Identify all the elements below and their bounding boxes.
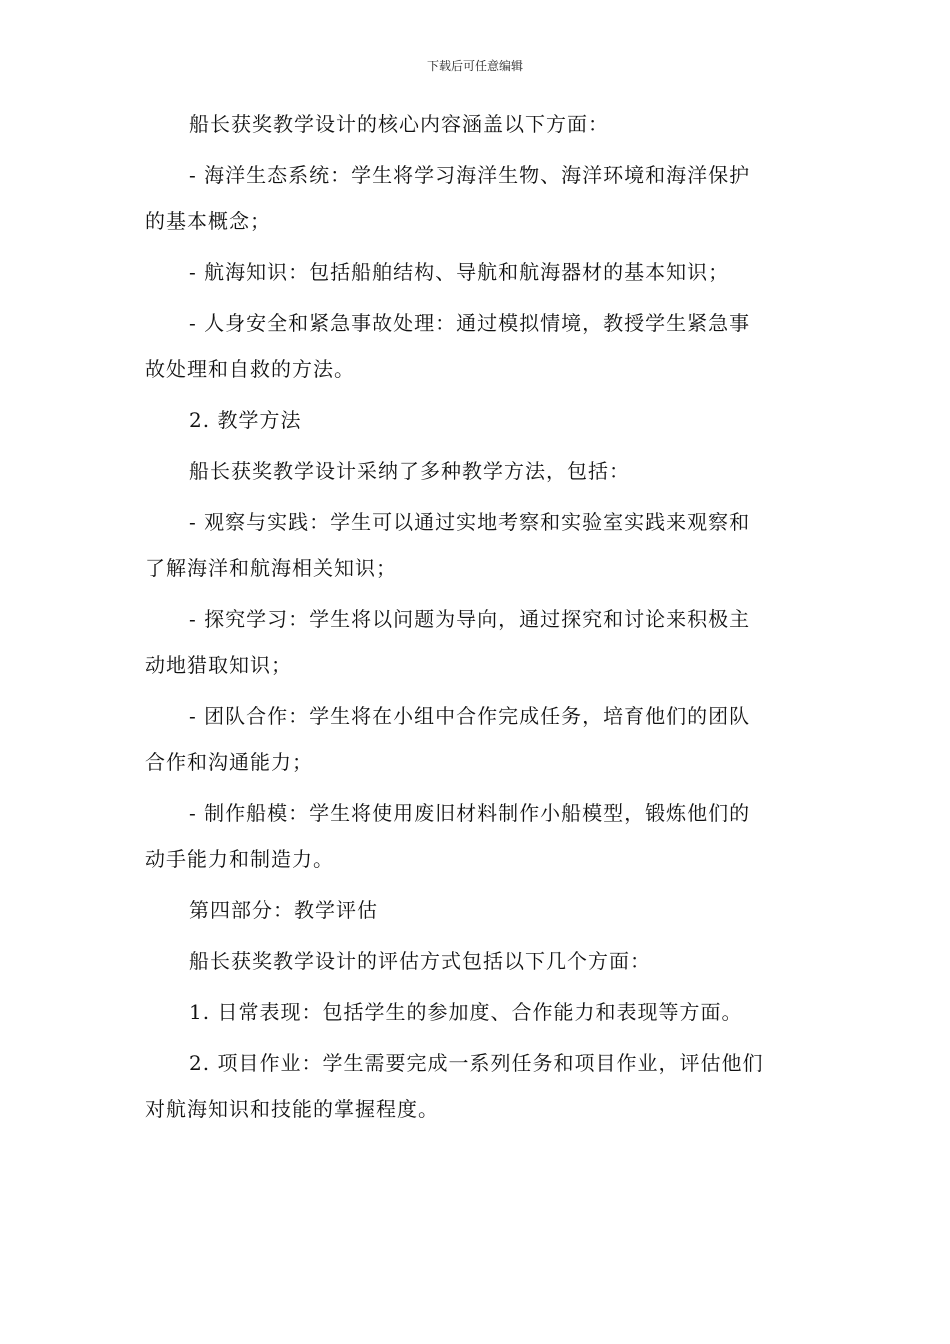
bullet-marine-ecosystem-line1: - 海洋生态系统：学生将学习海洋生物、海洋环境和海洋保护 (189, 163, 751, 187)
bullet-teamwork-line1: - 团队合作：学生将在小组中合作完成任务，培育他们的团队 (189, 704, 751, 728)
evaluation-intro-paragraph: 船长获奖教学设计的评估方式包括以下几个方面： (189, 949, 651, 973)
bullet-marine-ecosystem-line2: 的基本概念； (145, 209, 271, 233)
bullet-ship-model-line2: 动手能力和制造力。 (145, 847, 334, 871)
bullet-safety-line1: - 人身安全和紧急事故处理：通过模拟情境，教授学生紧急事 (189, 311, 751, 335)
evaluation-item-projects-line2: 对航海知识和技能的掌握程度。 (145, 1097, 439, 1121)
methods-intro-paragraph: 船长获奖教学设计采纳了多种教学方法，包括： (189, 459, 630, 483)
section-heading-evaluation: 第四部分：教学评估 (189, 898, 378, 922)
bullet-navigation-knowledge: - 航海知识：包括船舶结构、导航和航海器材的基本知识； (189, 260, 730, 284)
evaluation-item-projects-line1: 2. 项目作业：学生需要完成一系列任务和项目作业，评估他们 (189, 1051, 764, 1075)
bullet-observation-line2: 了解海洋和航海相关知识； (145, 556, 397, 580)
bullet-ship-model-line1: - 制作船模：学生将使用废旧材料制作小船模型，锻炼他们的 (189, 801, 751, 825)
evaluation-item-daily-performance: 1. 日常表现：包括学生的参加度、合作能力和表现等方面。 (189, 1000, 743, 1024)
section-heading-teaching-methods: 2. 教学方法 (189, 408, 302, 432)
bullet-teamwork-line2: 合作和沟通能力； (145, 750, 313, 774)
bullet-inquiry-line2: 动地猎取知识； (145, 653, 292, 677)
bullet-safety-line2: 故处理和自救的方法。 (145, 357, 355, 381)
bullet-observation-line1: - 观察与实践：学生可以通过实地考察和实验室实践来观察和 (189, 510, 751, 534)
bullet-inquiry-line1: - 探究学习：学生将以问题为导向，通过探究和讨论来积极主 (189, 607, 751, 631)
page-header: 下载后可任意编辑 (426, 59, 523, 73)
intro-paragraph: 船长获奖教学设计的核心内容涵盖以下方面： (189, 112, 609, 136)
document-body (145, 113, 805, 1121)
